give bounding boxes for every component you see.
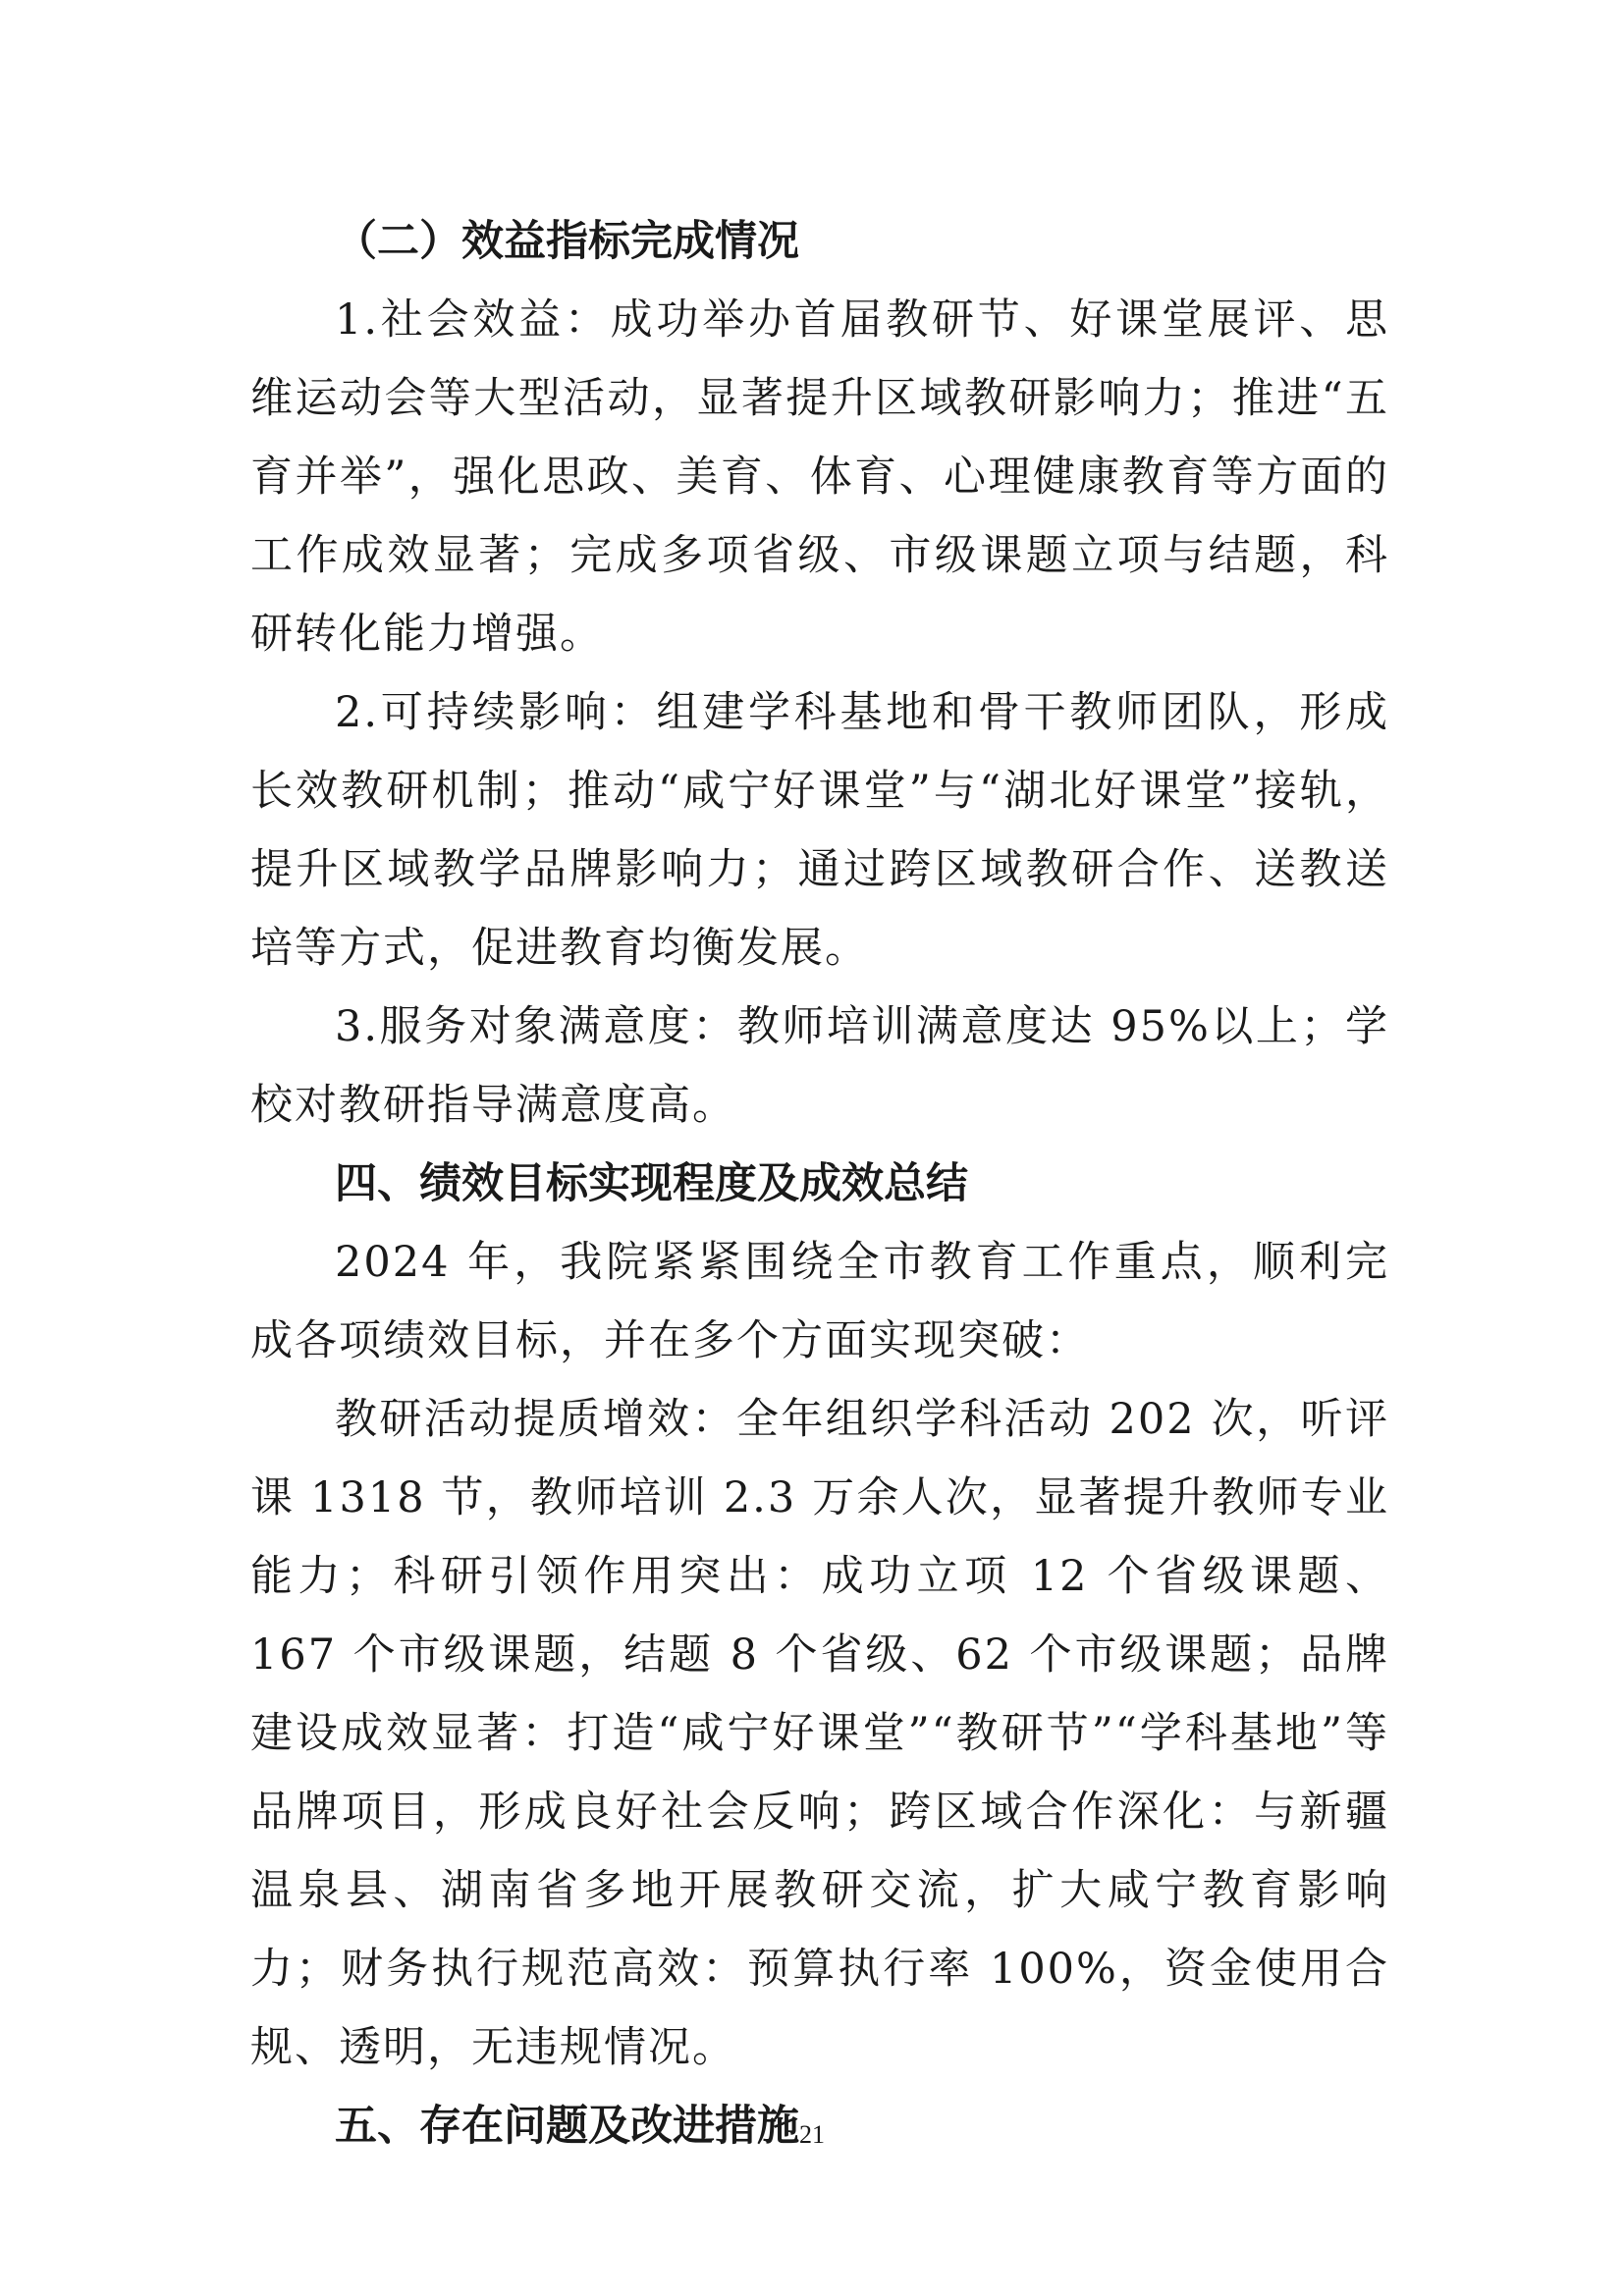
paragraph-social-benefit: 1.社会效益：成功举办首届教研节、好课堂展评、思维运动会等大型活动，显著提升区域教研影响力；推进“五育并举”，强化思政、美育、体育、心理健康教育等方面的工作成效显著；完成多项省级、市级课题立项与结题，科研转化能力增强。 bbox=[250, 295, 1389, 659]
paragraph-satisfaction: 3.服务对象满意度：教师培训满意度达 95%以上；学校对教研指导满意度高。 bbox=[250, 1002, 1389, 1130]
section-heading-performance-summary: 四、绩效目标实现程度及成效总结 bbox=[335, 1159, 968, 1208]
paragraph-sustainable-impact: 2.可持续影响：组建学科基地和骨干教师团队，形成长效教研机制；推动“咸宁好课堂”与“湖北好课堂”接轨，提升区域教学品牌影响力；通过跨区域教研合作、送教送培等方式，促进教育均衡发展。 bbox=[250, 688, 1389, 973]
section-heading-benefit-indicators: （二）效益指标完成情况 bbox=[335, 217, 799, 266]
document-body bbox=[250, 202, 1389, 2165]
section-heading-problems: 五、存在问题及改进措施 bbox=[335, 2102, 799, 2151]
page-number: 21 bbox=[799, 2120, 825, 2149]
paragraph-achievements: 教研活动提质增效：全年组织学科活动 202 次，听评课 1318 节，教师培训 2.3 万余人次，显著提升教师专业能力；科研引领作用突出：成功立项 12 个省级课题、167 个市级课题，结题 8 个省级、62 个市级课题；品牌建设成效显著：打造“咸宁好课堂”“教研节”“学科基地”等品牌项目，形成良好社会反响；跨区域合作深化：与新疆温泉县、湖南省多地开展教研交流，扩大咸宁教育影响力；财务执行规范高效：预算执行率 100%，资金使用合规、透明，无违规情况。 bbox=[250, 1395, 1389, 2072]
paragraph-2024-overview: 2024 年，我院紧紧围绕全市教育工作重点，顺利完成各项绩效目标，并在多个方面实现突破： bbox=[250, 1238, 1389, 1365]
